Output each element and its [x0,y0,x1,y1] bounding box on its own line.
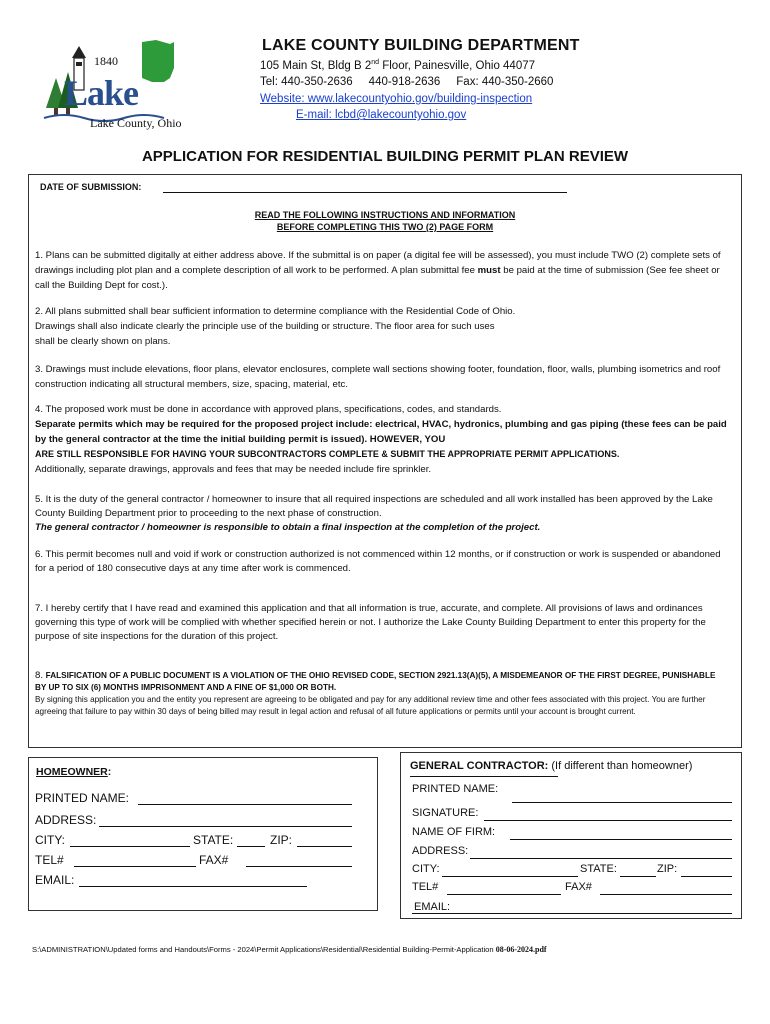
homeowner-address-field[interactable] [99,826,352,827]
contractor-fax-field[interactable] [600,894,732,895]
homeowner-fax-field[interactable] [246,866,352,867]
instruction-1: 1. Plans can be submitted digitally at either address above. If the submittal is on paper (a digital fee will be assessed), you must include TWO (2) complete sets of drawings including plot plan and a complete description of all work to be performed. A plan submittal fee must be paid at the time of submission (See fee sheet or call the Building Dept for cost.). [35,250,721,291]
phone-line: Tel: 440-350-2636 440-918-2636 Fax: 440-350-2660 [260,76,554,88]
address-line: 105 Main St, Bldg B 2nd Floor, Painesville, Ohio 44077 [260,59,536,72]
contractor-email-field[interactable] [412,913,732,914]
contractor-state-field[interactable] [620,876,656,877]
contractor-title: GENERAL CONTRACTOR: (If different than homeowner) [410,760,693,772]
homeowner-printed-name-field[interactable] [138,804,352,805]
homeowner-state-label: STATE: [193,833,234,847]
contractor-firm-field[interactable] [510,839,732,840]
contractor-printed-name-label: PRINTED NAME: [412,783,499,795]
contractor-email-label: EMAIL: [414,901,451,913]
date-of-submission-field[interactable] [163,192,567,193]
contractor-zip-field[interactable] [681,876,732,877]
homeowner-zip-label: ZIP: [270,833,293,847]
date-of-submission-label: DATE OF SUBMISSION: [40,182,142,192]
contractor-title-underline [410,776,558,777]
contractor-signature-field[interactable] [484,820,732,821]
ohio-state-shape [142,40,174,82]
contractor-tel-field[interactable] [447,894,561,895]
contractor-address-label: ADDRESS: [412,845,469,857]
form-title: APPLICATION FOR RESIDENTIAL BUILDING PERMIT PLAN REVIEW [141,148,629,165]
county-caption: Lake County, Ohio [90,116,182,130]
instruction-3: 3. Drawings must include elevations, floor plans, elevator enclosures, complete wall sections showing footer, foundation, floor, walls, plumbing isometrics and roof construction indicating all structural members, size, spacing, material, etc. [35,364,721,390]
homeowner-zip-field[interactable] [297,846,352,847]
instruction-2: 2. All plans submitted shall bear sufficient information to determine compliance with the Residential Code of Ohio. Drawings shall also indicate clearly the principle use of the building or structure. The floor area for such uses shall be clearly shown on plans. [35,306,516,347]
instruction-5: 5. It is the duty of the general contractor / homeowner to insure that all required inspections are scheduled and all work installed has been approved by the Lake County Building Department prior to proceeding to the next phase of construction. The general contractor / homeowner is responsible to obtain a final inspection at the completion of the project. [35,494,713,533]
homeowner-state-field[interactable] [237,846,265,847]
homeowner-city-field[interactable] [70,846,190,847]
file-path-footer: S:\ADMINISTRATION\Updated forms and Handouts\Forms - 2024\Permit Applications\Residential\Residential Building-Permit-Application 08-06-2024.pdf [32,945,547,954]
homeowner-printed-name-label: PRINTED NAME: [35,791,130,805]
contractor-tel-label: TEL# [412,881,439,893]
email-link[interactable]: E-mail: lcbd@lakecountyohio.gov [296,109,467,121]
homeowner-email-label: EMAIL: [35,873,75,887]
department-title: LAKE COUNTY BUILDING DEPARTMENT [262,37,580,54]
contractor-fax-label: FAX# [565,881,592,893]
homeowner-title: HOMEOWNER: [36,766,112,778]
contractor-city-field[interactable] [442,876,578,877]
instruction-7: 7. I hereby certify that I have read and examined this application and that all information is true, accurate, and complete. All provisions of laws and ordinances governing this type of work will be complied with whether specified herein or not. I authorize the Lake County Building Department to enter this property for the purpose of site inspections for the duration of this project. [35,603,706,642]
homeowner-tel-label: TEL# [35,853,64,867]
homeowner-fax-label: FAX# [199,853,229,867]
contractor-address-field[interactable] [470,858,732,859]
homeowner-address-label: ADDRESS: [35,813,97,827]
instruction-4: 4. The proposed work must be done in accordance with approved plans, specifications, codes, and standards. Separate permits which may be required for the proposed project include: electrical, HVAC, hydronics, plumbing and gas piping (these fees can be paid by the general contractor at the time the initial building permit is issued). HOWEVER, YOU ARE STILL RESPONSIBLE FOR HAVING YOUR SUBCONTRACTORS COMPLETE & SUBMIT THE APPROPRIATE PERMIT APPLICATIONS. Additionally, separate drawings, approvals and fees that may be needed include fire sprinkler. [35,404,727,475]
contractor-state-label: STATE: [580,863,617,875]
read-instructions-line-2: BEFORE COMPLETING THIS TWO (2) PAGE FORM [276,222,494,232]
contractor-printed-name-field[interactable] [512,802,732,803]
instruction-6: 6. This permit becomes null and void if work or construction authorized is not commenced within 12 months, or if construction or work is suspended or abandoned for a period of 180 consecutive days at any time after work is commenced. [35,549,721,574]
contractor-city-label: CITY: [412,863,440,875]
instruction-8: 8. FALSIFICATION OF A PUBLIC DOCUMENT IS A VIOLATION OF THE OHIO REVISED CODE, SECTION 2921.13(A)(5), A MISDEMEANOR OF THE FIRST DEGREE, PUNISHABLE BY UP TO SIX (6) MONTHS IMPRISONMENT AND A FINE OF $1,000 OR BOTH. By signing this application you and the entity you represent are agreeing to be obligated and pay for any additional review time and other fees associated with this project. You are further agreeing that failure to pay within 30 days of being billed may result in legal action and refusal of all future applications or permits until your account is brought current. [35,670,716,716]
website-link[interactable]: Website: www.lakecountyohio.gov/building-inspection [260,93,533,105]
homeowner-tel-field[interactable] [74,866,196,867]
read-instructions-line-1: READ THE FOLLOWING INSTRUCTIONS AND INFORMATION [254,210,516,220]
contractor-firm-label: NAME OF FIRM: [412,826,496,838]
contractor-zip-label: ZIP: [657,863,678,875]
homeowner-city-label: CITY: [35,833,66,847]
logo-year: 1840 [94,54,118,68]
logo-wordmark: Lake [64,73,139,113]
homeowner-email-field[interactable] [79,886,307,887]
contractor-signature-label: SIGNATURE: [412,807,479,819]
